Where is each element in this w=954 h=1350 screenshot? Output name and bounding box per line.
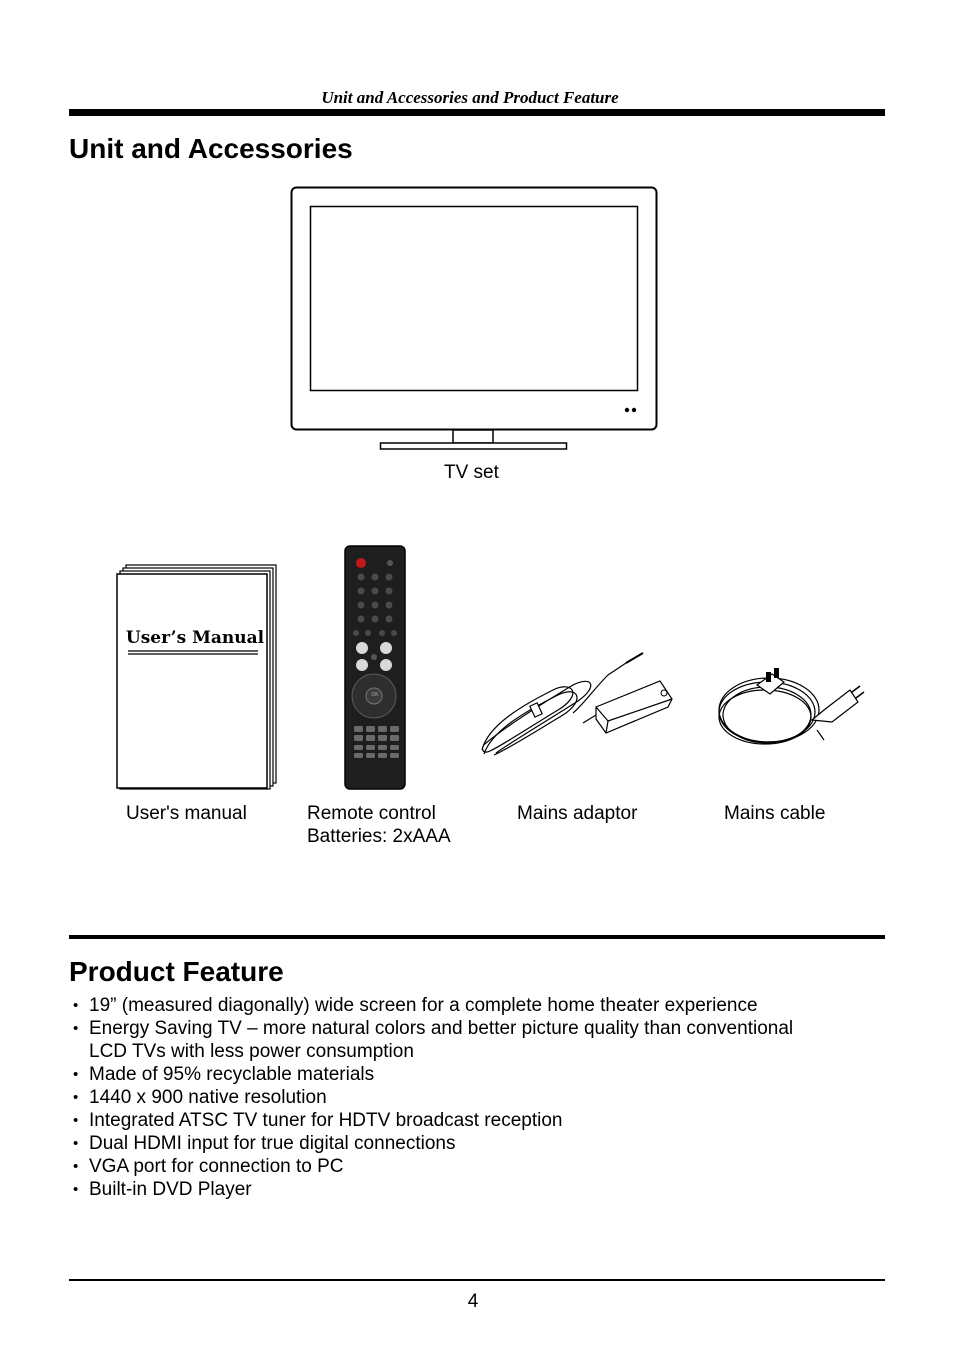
caption-users-manual: User's manual [126,803,247,824]
header-rule [69,109,885,116]
manual-cover-title: User’s Manual [125,628,265,648]
running-header: Unit and Accessories and Product Feature [321,88,619,107]
caption-mains-adaptor: Mains adaptor [517,803,638,824]
section-heading-features: Product Feature [69,956,284,987]
list-item: • 19” (measured diagonally) wide screen for a complete home theater experience [70,994,830,1017]
remote-control-illustration [344,545,406,790]
mains-cable-illustration [712,660,862,770]
page-number: 4 [467,1291,479,1312]
footer-rule [69,1279,885,1281]
list-item: • Made of 95% recyclable materials [70,1063,830,1086]
remote-ok-button-label: OK [371,692,379,698]
caption-remote-control: Remote control [307,803,436,824]
feature-list [70,994,830,1201]
caption-batteries: Batteries: 2xAAA [307,826,451,847]
users-manual-illustration [116,564,278,790]
list-item: • Built-in DVD Player [70,1178,830,1201]
caption-mains-cable: Mains cable [724,803,826,824]
list-item: • VGA port for connection to PC [70,1155,830,1178]
section-heading-accessories: Unit and Accessories [69,133,353,164]
list-item: • Energy Saving TV – more natural colors and better picture quality than conventional LCD TVs with less power consumption [70,1017,830,1063]
tv-set-caption: TV set [444,462,499,483]
tv-set-illustration [290,186,660,452]
section-rule [69,935,885,939]
list-item: • Integrated ATSC TV tuner for HDTV broadcast reception [70,1109,830,1132]
list-item: • Dual HDMI input for true digital connections [70,1132,830,1155]
mains-adaptor-illustration [478,655,678,765]
list-item: • 1440 x 900 native resolution [70,1086,830,1109]
